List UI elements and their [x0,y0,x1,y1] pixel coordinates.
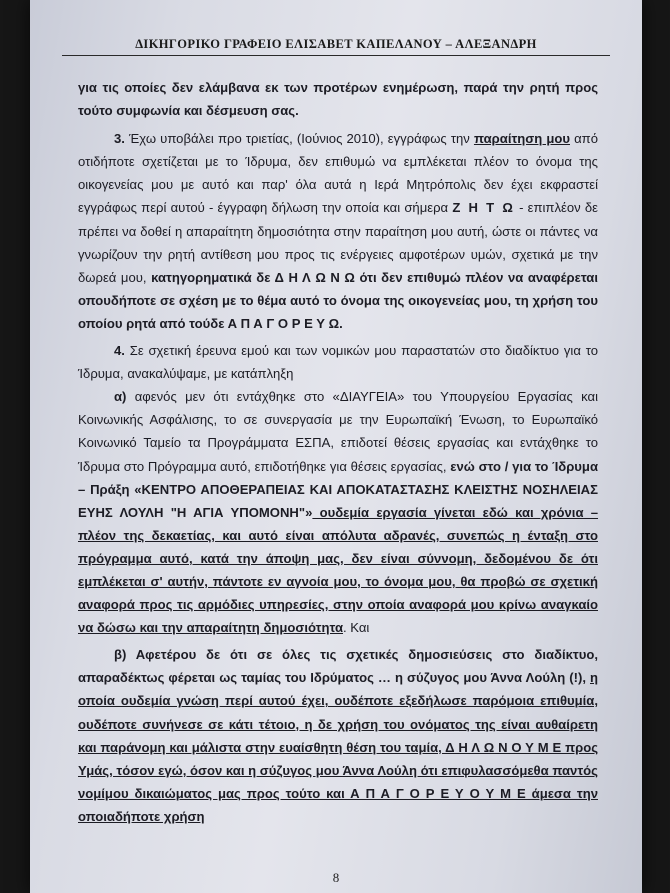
text-run: από οτιδήποτε σχετίζεται με το Ίδρυμα, δεν επιθυμώ να εμπλέκεται πλέον το όνομα της οικογενείας μου με αυτό και παρ' όλα αυτά η Ιερά Μητρόπολις δεν έχει εκφραστεί εγγράφως περί αυτού - έγγραφη δήλωση την οποία και σήμερα [78,131,598,216]
text-run: . Και [343,620,370,636]
text-bold: Αφετέρου δε ότι σε όλες τις σχετικές δημοσιεύσεις στο διαδίκτυο, απαραδέκτως φέρεται ως ταμίας του Ιδρύματος … η σύζυγος μου Άννα Λούλη (!), [78,647,598,686]
item-label: β) [114,647,127,663]
paragraph-continuation [78,76,598,122]
text-bold: ενώ στο / για το Ίδρυμα – Πράξη «ΚΕΝΤΡΟ ΑΠΟΘΕΡΑΠΕΙΑΣ ΚΑΙ ΑΠΟΚΑΤΑΣΤΑΣΗΣ ΚΛΕΙΣΤΗΣ ΝΟΣΗΛΕΙΑΣ ΕΥΗΣ ΛΟΥΛΗ "Η ΑΓΙΑ ΥΠΟΜΟΝΗ"» [78,458,598,520]
text-run: Έχω υποβάλει προ τριετίας, (Ιούνιος 2010), εγγράφως την [124,131,474,147]
text-run: Σε σχετική έρευνα εμού και των νομικών μου παραστατών στο διαδίκτυο για το Ίδρυμα, ανακαλύψαμε, με κατάπληξη [78,343,598,382]
text-run: - επιπλέον δε πρέπει να δοθεί η απαραίτητη δημοσιότητα στην παραίτηση μου αυτή, ώστε οι πάντες να γνωρίζουν την ρητή αντίθεση μου προς τις ενέργειες αμφοτέρων υμών, σχετικά με την δωρεά μου, [78,200,598,285]
text-bold-spaced: Ζ Η Τ Ω [452,200,515,216]
text-bold-underline: η οποία ουδεμία γνώση περί αυτού έχει, ουδέποτε εξεδήλωσε παρόμοια επιθυμία, ουδέποτε συνήνεσε σε κάτι τέτοιο, η δε χρήση του ονόματος της είναι αυθαίρετη και παράνομη και μάλιστα στην ευαίσθητη θέση του ταμία, Δ Η Λ Ω Ν Ο Υ Μ Ε προς Υμάς, τόσον εγώ, όσον και η σύζυγος μου Άννα Λούλη ότι επιφυλασσόμεθα παντός νομίμου δικαιώματος μας προς τούτο και Α Π Α Γ Ο Ρ Ε Υ Ο Υ Μ Ε άμεσα την οποιαδήποτε χρήση [78,670,598,824]
text-run: τα Προγράμματα ΕΣΠΑ, επιδοτεί θέσεις εργασίας και εντάχθηκε το Ίδρυμα στο Πρόγραμμα αυτό, επιδοτήθηκε για θέσεις εργασίας, [78,435,598,474]
text-bold: κατηγορηματικά δε Δ Η Λ Ω Ν Ω ότι δεν επιθυμώ πλέον να αναφέρεται οπουδήποτε σε σχέση με το θέμα αυτό το όνομα της οικογενείας μου, τη χρήση του οποίου ρητά από τούδε Α Π Α Γ Ο Ρ Ε Υ Ω. [78,269,598,331]
text-bold-underline: ουδεμία εργασία γίνεται εδώ και χρόνια – πλέον της δεκαετίας, και αυτό είναι απόλυτα αδρανές, συνεπώς η ένταξη στο πρόγραμμα αυτό, κατά την άποψη μας, δεν είναι σύννομη, δεδομένου δε ότι εμπλέκεται σ' αυτήν, πάντοτε εν αγνοία μου, το όνομα μου, θα προβώ σε σχετική αναφορά προς τις αρμόδιες υπηρεσίες, στην οποία αναφορά μου κρίνω αναγκαίο να δώσω και την απαραίτητη δημοσιότητα [78,504,599,636]
document-page [30,0,642,893]
letterhead: ΔΙΚΗΓΟΡΙΚΟ ΓΡΑΦΕΙΟ ΕΛΙΣΑΒΕΤ ΚΑΠΕΛΑΝΟΥ – ΑΛΕΞΑΝΔΡΗ [62,37,610,56]
text-bold-underline: παραίτηση μου [473,131,570,147]
paragraph-4b [78,643,598,828]
text-run: σε συνεργασία με την Ευρωπαϊκή Ένωση, το Ευρωπαϊκό Κοινωνικό Ταμείο [78,412,598,451]
item-number: 4. [114,343,125,359]
paragraph-3 [78,127,598,335]
text-bold: για τις οποίες δεν ελάμβανα εκ των προτέρων ενημέρωση, παρά την ρητή προς τούτο συμφωνία και δέσμευση σας. [78,80,598,119]
item-label: α) [114,389,127,405]
text-run: αφενός μεν ότι εντάχθηκε στο [126,389,333,405]
text-run: «ΔΙΑΥΓΕΙΑ» του Υπουργείου Εργασίας και Κοινωνικής Ασφάλισης, το [78,389,598,428]
item-number: 3. [114,131,125,147]
paragraph-4 [78,339,598,385]
document-body [78,76,598,828]
page-number: 8 [332,870,340,885]
paragraph-4a [78,385,598,639]
